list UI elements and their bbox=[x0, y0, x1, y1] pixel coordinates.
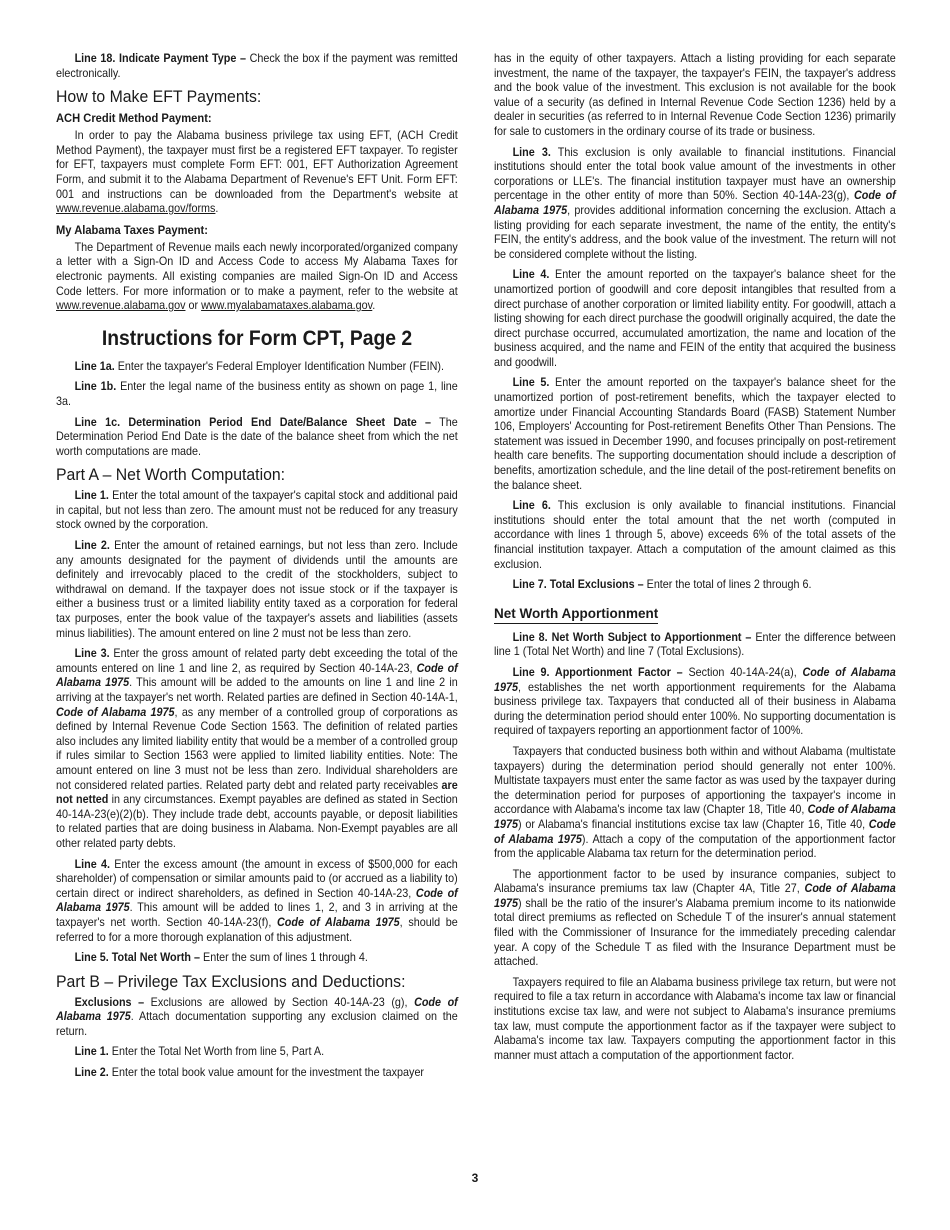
part-a-line1: Line 1. Enter the total amount of the taxpayer's capital stock and additional paid in capital, but not less than zero. The amount must not be reduced for any treasury stock owned by the corporation. bbox=[56, 489, 458, 532]
page-number: 3 bbox=[471, 1171, 479, 1185]
required-filers-paragraph: Taxpayers required to file an Alabama business privilege tax return, but were not required to file a tax return in accordance with Alabama's income tax law or financial institutions excise tax law, and were not subject to Alabama's insurance premiums tax law, must compute the apportionment factor as if the taxpayer were subject to Alabama's income tax law. Taxpayers computing the apportionment factor in this manner must attach a computation of the apportionment factor. bbox=[494, 975, 896, 1062]
part-a-line5: Line 5. Total Net Worth – Enter the sum of lines 1 through 4. bbox=[74, 951, 368, 965]
part-b-line5: Line 5. Enter the amount reported on the taxpayer's balance sheet for the unamortized portion of post-retirement benefits, which the taxpayer elected to amortize under Financial Accounting Standards Board (FASB) Statement Number 106, Employers' Accounting for Post-retirement Benefits Other Than Pensions. The statement was issued in December 1990, and focuses principally on post-retirement health care benefits. The supporting documentation should include a description of benefits, amortization schedule, and the line detail of the post-retirement benefits on the balance sheet. bbox=[494, 376, 896, 492]
line18-paragraph: Line 18. Indicate Payment Type – Check the box if the payment was remitted electronically. bbox=[56, 52, 458, 80]
net-worth-apportionment-heading: Net Worth Apportionment bbox=[494, 605, 658, 624]
part-b-line1: Line 1. Enter the Total Net Worth from line 5, Part A. bbox=[74, 1045, 325, 1059]
part-b-line6: Line 6. This exclusion is only available to financial institutions. Financial institutions should enter the total amount that the net worth (computed in accordance with lines 1 through 5, above) exceeds 6% of the total assets of the financial institution taxpayer. Attach a computation of the amount claimed as this exclusion. bbox=[494, 499, 896, 571]
line1a-paragraph: Line 1a. Enter the taxpayer's Federal Employer Identification Number (FEIN). bbox=[74, 359, 445, 373]
revenue-link[interactable]: www.revenue.alabama.gov bbox=[56, 299, 186, 313]
part-a-line3: Line 3. Enter the gross amount of related party debt exceeding the total of the amounts entered on line 1 and line 2, as required by Section 40-14A-23, Code of Alabama 1975. This amount will be added to the amounts on line 1 and line 2 in arriving at the taxpayer's net worth. Related parties are defined in Section 40-14A-1, Code of Alabama 1975, as any member of a controlled group of corporations as defined by Internal Revenue Code Section 1563. The definition of related parties also includes any limited liability entity that would be a member of a controlled group if rules similar to Section 1563 were applied to limited liability entities. Note: The amount entered on line 3 must not be less than zero. Individual shareholders are not considered related parties. Related party debt and related party receivables are not netted in any circumstances. Exempt payables are defined as stated in Section 40-14A-23(e)(2)(b). They include trade debt, accounts payable, or deposit liabilities to related parties that are doing business in Alabama. Non-Exempt payables are all other related party debts. bbox=[56, 647, 458, 850]
part-b-line2: Line 2. Enter the total book value amount for the investment the taxpayer bbox=[74, 1066, 425, 1080]
multistate-paragraph: Taxpayers that conducted business both within and without Alabama (multistate taxpayers) during the determination period should generally not enter 100%. Multistate taxpayers must enter the same factor as was used by the taxpayer during the determination period for purposes of apportioning the taxpayer's income in accordance with Alabama's income tax law (Chapter 18, Title 40, Code of Alabama 1975) or Alabama's financial institutions excise tax law (Chapter 16, Title 40, Code of Alabama 1975). Attach a copy of the computation of the apportionment factor from the applicable Alabama tax return for the determination period. bbox=[494, 744, 896, 861]
part-b-line8: Line 8. Net Worth Subject to Apportionment – Enter the difference between line 1 (Total Net Worth) and line 7 (Total Exclusions). bbox=[494, 630, 896, 659]
line1b-paragraph: Line 1b. Enter the legal name of the business entity as shown on page 1, line 3a. bbox=[56, 380, 458, 408]
left-column bbox=[56, 52, 458, 1081]
my-alabama-taxes-heading: My Alabama Taxes Payment: bbox=[56, 222, 208, 237]
myalabamataxes-link[interactable]: www.myalabamataxes.alabama.gov bbox=[201, 299, 373, 313]
insurance-paragraph: The apportionment factor to be used by insurance companies, subject to Alabama's insurance premiums tax law (Chapter 4A, Title 27, Code of Alabama 1975) shall be the ratio of the insurer's Alabama premium income to its nationwide total direct premiums as reflected on Schedule T of the insurer's annual statement filed with the Commissioner of Insurance for the immediately preceding calendar year. A copy of the Schedule T as filed with the Insurance Department must be attached. bbox=[494, 867, 896, 969]
part-b-line7: Line 7. Total Exclusions – Enter the total of lines 2 through 6. bbox=[512, 578, 812, 592]
part-a-line4: Line 4. Enter the excess amount (the amount in excess of $500,000 for each shareholder) of compensation or similar amounts paid to (or accrued as a liability to) certain direct or indirect shareholders, as defined in Section 40-14A-23, Code of Alabama 1975. This amount will be added to lines 1, 2, and 3 in arriving at the taxpayer's net worth. Section 40-14A-23(f), Code of Alabama 1975, should be referred to for a more thorough explanation of this adjustment. bbox=[56, 857, 458, 944]
part-b-line2-continued: has in the equity of other taxpayers. Attach a listing providing for each separate investment, the name of the taxpayer, the taxpayer's FEIN, the taxpayer's address and the book value of the investment. This exclusion is not available for the book value of a security (as defined in Internal Revenue Code Section 1236) held by a dealer in securities (as referred to in Internal Revenue Code Section 1236) primarily for sale to customers in the ordinary course of its trade or business. bbox=[494, 52, 896, 138]
my-alabama-taxes-paragraph: The Department of Revenue mails each newly incorporated/organized company a letter with a Sign-On ID and Access Code to access My Alabama Taxes for electronic payments. All existing companies are mailed Sign-On ID and Access Code letters. For more information or to make a payment, refer to the website at www.revenue.alabama.gov or www.myalabamataxes.alabama.gov. bbox=[56, 240, 458, 313]
part-b-line9: Line 9. Apportionment Factor – Section 40-14A-24(a), Code of Alabama 1975, establishes the net worth apportionment requirements for the Alabama business privilege tax. Taxpayers that conducted all of their business in Alabama during the determination period should enter 100%. No supporting documentation is required of taxpayers reporting an apportionment factor of 100%. bbox=[494, 665, 896, 738]
part-b-line4: Line 4. Enter the amount reported on the taxpayer's balance sheet for the unamortized portion of goodwill and core deposit intangibles that resulted from a direct purchase of another corporation or limited liability entity. For goodwill, attach a listing showing for each direct purchase the goodwill originally acquired, the date the direct purchase occurred, accumulated amortization, the name and location of the business acquired, and the name and FEIN of the entity that acquired the business and goodwill. bbox=[494, 268, 896, 369]
part-a-line2: Line 2. Enter the amount of retained earnings, but not less than zero. Include any amounts designated for the payment of dividends until the amounts are definitely and irrevocably placed to the credit of the stockholders, subject to withdrawal on demand. If the taxpayer does not issue stock or if the taxpayer is either a business trust or a limited liability entity taxed as a corporation for federal tax purposes, enter the book value of the taxpayer's assets and liabilities (assets minus liabilities). The amount entered on line 2 must not be less than zero. bbox=[56, 539, 458, 640]
part-a-heading: Part A – Net Worth Computation: bbox=[56, 465, 286, 485]
part-b-heading: Part B – Privilege Tax Exclusions and Deductions: bbox=[56, 971, 406, 991]
forms-link[interactable]: www.revenue.alabama.gov/forms bbox=[56, 202, 216, 216]
ach-heading: ACH Credit Method Payment: bbox=[56, 111, 212, 126]
right-column bbox=[494, 52, 896, 1069]
exclusions-paragraph: Exclusions – Exclusions are allowed by Section 40-14A-23 (g), Code of Alabama 1975. Attach documentation supporting any exclusion claimed on the return. bbox=[56, 995, 458, 1038]
document-page bbox=[56, 52, 894, 1192]
part-b-line3: Line 3. This exclusion is only available to financial institutions. Financial institutions should enter the total book value amount of the investments in other corporations or LLE's. The financial institution taxpayer must have an ownership percentage in the other entity of more than 50%. Section 40-14A-23(g), Code of Alabama 1975, provides additional information concerning the exclusion. Attach a listing providing for each separate investment, the name of the entity, the entity's FEIN, the entity's address, and the book value of the investment. The return will not be considered complete without the listing. bbox=[494, 145, 896, 261]
line1c-paragraph: Line 1c. Determination Period End Date/Balance Sheet Date – The Determination Period End Date is the date of the balance sheet from which the net worth computations are made. bbox=[56, 415, 458, 458]
form-title: Instructions for Form CPT, Page 2 bbox=[101, 326, 413, 350]
eft-heading: How to Make EFT Payments: bbox=[56, 87, 262, 107]
ach-paragraph: In order to pay the Alabama business privilege tax using EFT, (ACH Credit Method Payment), the taxpayer must first be a registered EFT taxpayer. To register for EFT, taxpayers must complete Form EFT: 001, EFT Authorization Agreement Form, and submit it to the Alabama Department of Revenue's EFT Unit. Form EFT: 001 and instructions can be downloaded from the Department's website at www.revenue.alabama.gov/forms. bbox=[56, 129, 458, 216]
